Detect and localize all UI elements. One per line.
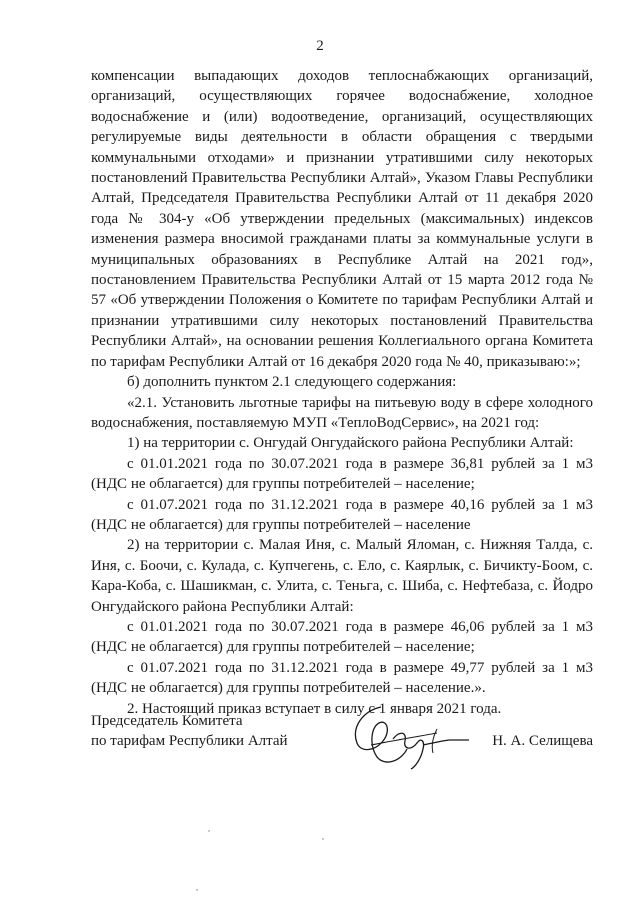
scan-artifact-dot — [208, 830, 210, 832]
body-paragraph-territory-2: 2) на территории с. Малая Иня, с. Малый Яломан, с. Нижняя Талда, с. Иня, с. Боочи, с. Кулада, с. Купчегень, с. Ело, с. Каярлык, с. Бичикту-Боом, с. Кара-Коба, с. Шашикман, с. Улита, с. Теньга, с. Шиба, с. Нефтебаза, с. Йодро Онгудайского района Республики Алтай: — [91, 537, 593, 615]
signature-block — [91, 711, 593, 771]
signer-title-line-2: по тарифам Республики Алтай — [91, 733, 288, 750]
signer-title — [91, 711, 288, 752]
page-number: 2 — [316, 38, 324, 54]
signer-title-line-1: Председатель Комитета — [91, 713, 243, 729]
body-paragraph-tariff-2a: с 01.01.2021 года по 30.07.2021 года в размере 46,06 рублей за 1 м3 (НДС не облагается) для группы потребителей – население; — [91, 618, 593, 656]
body-paragraph-tariff-1a: с 01.01.2021 года по 30.07.2021 года в размере 36,81 рублей за 1 м3 (НДС не облагается) для группы потребителей – население; — [91, 455, 593, 493]
body-paragraph-amendment-b: б) дополнить пунктом 2.1 следующего содержания: — [127, 374, 457, 391]
body-paragraph-territory-1: 1) на территории с. Онгудай Онгудайского района Республики Алтай: — [127, 435, 574, 452]
body-paragraph-clause-2-1: «2.1. Установить льготные тарифы на питьевую воду в сфере холодного водоснабжения, поставляемую МУП «ТеплоВодСервис», на 2021 год: — [91, 394, 593, 431]
scan-artifact-dot — [196, 889, 198, 891]
body-paragraph-tariff-1b: с 01.07.2021 года по 31.12.2021 года в размере 40,16 рублей за 1 м3 (НДС не облагается) для группы потребителей – население — [91, 496, 593, 533]
handwritten-signature — [341, 701, 501, 771]
document-body — [91, 66, 593, 719]
body-paragraph-effective-date: 2. Настоящий приказ вступает в силу с 1 января 2021 года. — [127, 700, 502, 717]
body-paragraph-continuation: компенсации выпадающих доходов теплоснабжающих организаций, организаций, осуществляющих горячее водоснабжение, холодное водоснабжение и (или) водоотведение, организаций, осуществляющих регулируемые виды деятельности в области обращения с твердыми коммунальными отходами» и признании утратившими силу некоторых постановлений Правительства Республики Алтай», Указом Главы Республики Алтай, Председателя Правительства Республики Алтай от 11 декабря 2020 года № 304-у «Об утверждении предельных (максимальных) индексов изменения размера вносимой гражданами платы за коммунальные услуги в муниципальных образованиях в Республике Алтай на 2021 год», постановлением Правительства Республики Алтай от 15 марта 2012 года № 57 «Об утверждении Положения о Комитете по тарифам Республики Алтай и признании утратившими силу некоторых постановлений Правительства Республики Алтай», на основании решения Коллегиального органа Комитета по тарифам Республики Алтай от 16 декабря 2020 года № 40, приказываю:»; — [91, 68, 593, 370]
scan-artifact-dot — [322, 838, 324, 840]
signer-name: Н. А. Селищева — [492, 733, 593, 750]
body-paragraph-tariff-2b: с 01.07.2021 года по 31.12.2021 года в размере 49,77 рублей за 1 м3 (НДС не облагается) для группы потребителей – население.». — [91, 659, 593, 697]
